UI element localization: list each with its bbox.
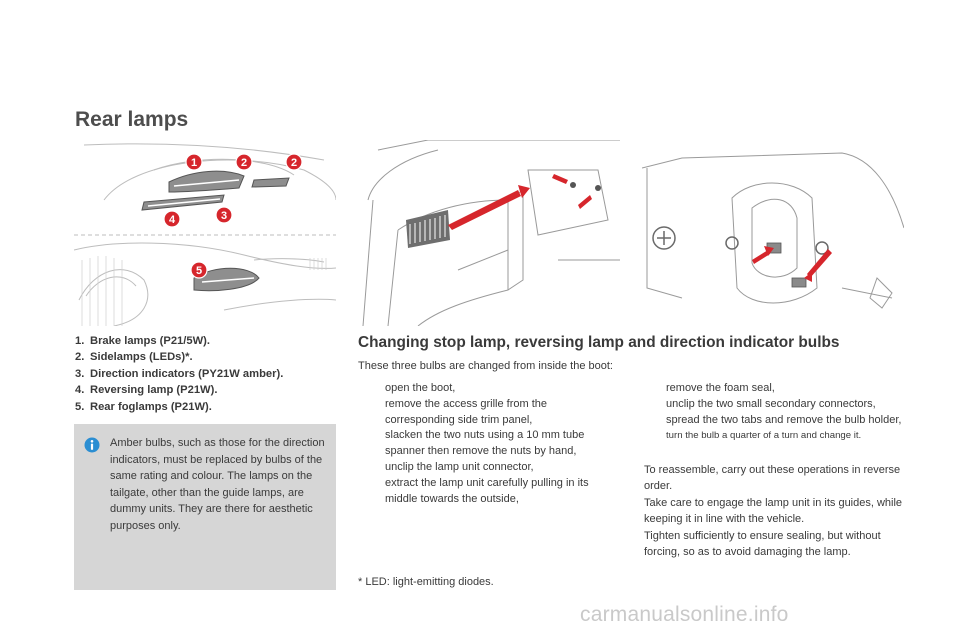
step-item — [363, 381, 618, 397]
step-item — [363, 397, 618, 429]
note-text: Amber bulbs, such as those for the direction indicators, must be replaced by bulbs of the same rating and colour. The lamps on the tailgate, other than the guide lamps, are dummy units. They are there for aesthetic purposes only. — [110, 437, 325, 532]
procedure-intro: These three bulbs are changed from inside the boot: — [358, 360, 613, 372]
reassembly-paragraph: To reassemble, carry out these operations in reverse order. — [644, 464, 901, 493]
callout-2a: 2 — [240, 157, 248, 169]
step-item — [363, 476, 618, 508]
legend-item — [75, 333, 335, 349]
callout-2b: 2 — [290, 157, 298, 169]
boot-access-figure — [358, 140, 620, 326]
legend-text: Reversing lamp (P21W). — [90, 384, 218, 397]
step-item — [644, 428, 914, 444]
step-item — [363, 460, 618, 476]
legend-item — [75, 366, 335, 382]
legend-item — [75, 349, 335, 365]
step-item — [644, 413, 914, 429]
legend-number: 3. — [75, 367, 85, 380]
step-item — [363, 428, 618, 460]
legend-number: 1. — [75, 335, 85, 347]
lamp-unit-illustration — [642, 148, 904, 326]
legend-number: 4. — [75, 384, 85, 397]
step-text: unclip the two small secondary connectors, — [666, 397, 876, 410]
reassembly-paragraph: Take care to engage the lamp unit in its guides, while keeping it in line with the vehicle. — [644, 496, 903, 526]
legend-item — [75, 382, 335, 398]
legend-text: Rear foglamps (P21W). — [90, 400, 212, 413]
lamp-unit-figure — [642, 148, 904, 326]
step-text: remove the access grille from the corresponding side trim panel, — [385, 397, 548, 426]
step-text: turn the bulb a quarter of a turn and change it. — [666, 430, 862, 442]
callout-5: 5 — [195, 265, 203, 277]
step-text: slacken the two nuts using a 10 mm tube spanner then remove the nuts by hand, — [385, 429, 585, 458]
footnote: * LED: light-emitting diodes. — [358, 576, 494, 588]
callout-4: 4 — [168, 214, 176, 226]
rear-lamps-figure — [74, 140, 336, 326]
legend-number: 2. — [75, 351, 85, 364]
step-text: open the boot, — [385, 382, 456, 394]
callout-1: 1 — [190, 157, 198, 169]
lamp-legend — [75, 333, 335, 415]
reassembly-paragraph: Tighten sufficiently to ensure sealing, but without forcing, so as to avoid damaging the lamp. — [644, 529, 881, 559]
boot-illustration — [358, 140, 620, 326]
legend-text: Brake lamps (P21/5W). — [90, 335, 211, 347]
rear-lamps-illustration — [74, 140, 336, 326]
step-text: remove the foam seal, — [666, 382, 775, 394]
legend-text: Direction indicators (PY21W amber). — [90, 367, 284, 380]
info-icon — [84, 437, 100, 453]
section-title: Rear lamps — [75, 108, 189, 131]
callout-3: 3 — [220, 210, 228, 222]
step-item — [644, 381, 914, 397]
step-text: unclip the lamp unit connector, — [385, 460, 534, 473]
legend-number: 5. — [75, 400, 85, 413]
legend-text: Sidelamps (LEDs)*. — [90, 351, 193, 364]
step-text: extract the lamp unit carefully pulling in its middle towards the outside, — [385, 476, 589, 505]
procedure-heading: Changing stop lamp, reversing lamp and direction indicator bulbs — [358, 334, 840, 351]
watermark: carmanualsonline.info — [580, 603, 789, 626]
step-text: spread the two tabs and remove the bulb holder, — [666, 413, 902, 426]
steps-list-left — [363, 381, 618, 507]
reassembly-text — [644, 462, 909, 560]
legend-item — [75, 399, 335, 415]
steps-list-right — [644, 381, 914, 444]
step-item — [644, 397, 914, 413]
